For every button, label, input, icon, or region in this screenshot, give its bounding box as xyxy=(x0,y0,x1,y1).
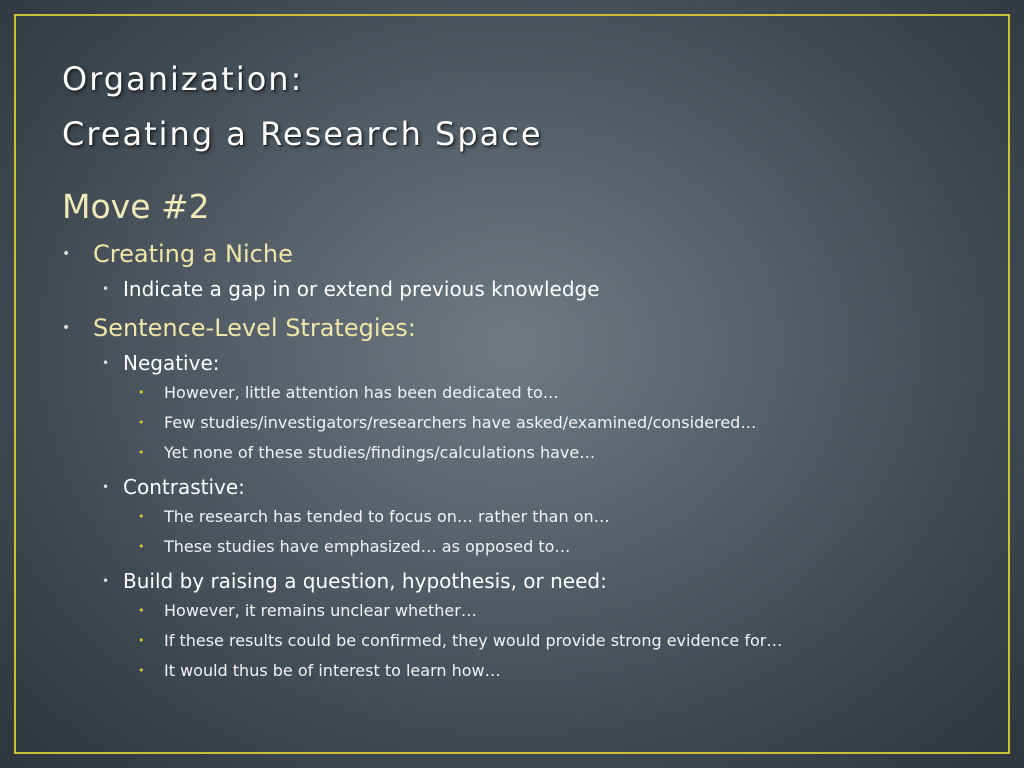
list-item-text: These studies have emphasized… as opposed to… xyxy=(164,537,571,556)
list-item-text: However, it remains unclear whether… xyxy=(164,601,477,620)
list-item xyxy=(138,408,982,438)
list-item-text: Yet none of these studies/findings/calculations have… xyxy=(164,443,596,462)
bullet-icon: • xyxy=(138,604,145,617)
list-item xyxy=(138,438,982,468)
bullet-label: Creating a Niche xyxy=(93,240,293,268)
bullet-icon: • xyxy=(102,282,110,296)
title-line-2: Creating a Research Space xyxy=(62,115,543,153)
bullet-icon: • xyxy=(138,634,145,647)
list-item xyxy=(138,502,982,532)
bullet-icon: • xyxy=(138,664,145,677)
bullet-icon: • xyxy=(62,246,71,262)
bullet-icon: • xyxy=(138,446,145,459)
bullet-icon: • xyxy=(138,386,145,399)
bullet-icon: • xyxy=(62,320,71,336)
bullet-icon: • xyxy=(102,356,110,370)
slide-content xyxy=(62,186,982,686)
sub-bullet-indicate-gap xyxy=(102,274,982,304)
list-item xyxy=(138,378,982,408)
move-heading: Move #2 xyxy=(62,187,210,226)
bullet-list xyxy=(62,234,982,686)
bullet-icon: • xyxy=(102,574,110,588)
bullet-icon: • xyxy=(102,480,110,494)
bullet-creating-a-niche xyxy=(62,234,982,274)
bullet-label: Sentence-Level Strategies: xyxy=(93,314,416,342)
slide-title xyxy=(62,52,543,162)
list-item-text: It would thus be of interest to learn how… xyxy=(164,661,501,680)
list-item-text: The research has tended to focus on… rather than on… xyxy=(164,507,610,526)
bullet-sentence-level-strategies xyxy=(62,308,982,348)
bullet-icon: • xyxy=(138,416,145,429)
sub-bullet-build-by-raising xyxy=(102,566,982,596)
list-item xyxy=(138,656,982,686)
list-item-text: However, little attention has been dedicated to… xyxy=(164,383,559,402)
list-item-text: Few studies/investigators/researchers have asked/examined/considered… xyxy=(164,413,757,432)
sub-bullet-contrastive xyxy=(102,472,982,502)
bullet-icon: • xyxy=(138,540,145,553)
list-item-text: If these results could be confirmed, they would provide strong evidence for… xyxy=(164,631,783,650)
list-item xyxy=(138,626,982,656)
sub-bullet-negative xyxy=(102,348,982,378)
bullet-icon: • xyxy=(138,510,145,523)
sub-bullet-label: Negative: xyxy=(123,351,220,375)
sub-bullet-label: Indicate a gap in or extend previous knowledge xyxy=(123,277,600,301)
list-item xyxy=(138,532,982,562)
sub-bullet-label: Contrastive: xyxy=(123,475,245,499)
title-line-1: Organization: xyxy=(62,60,304,98)
sub-bullet-label: Build by raising a question, hypothesis, or need: xyxy=(123,569,607,593)
list-item xyxy=(138,596,982,626)
